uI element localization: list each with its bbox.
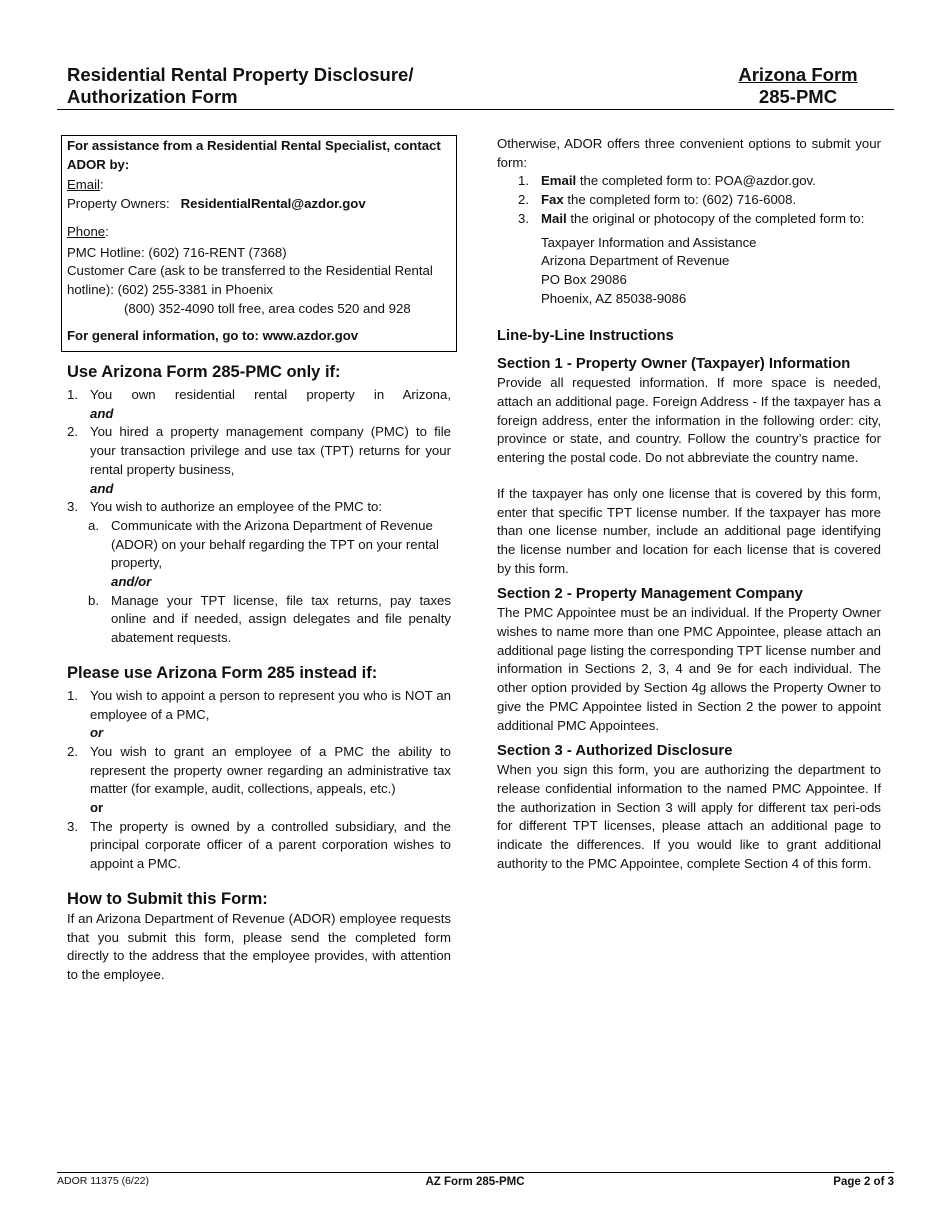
- right-column: Otherwise, ADOR offers three convenient options to submit your form: 1. Email the completed form to: POA@azdor.gov. 2. Fax the completed form to: (602) 716-6008. 3. Mail the original or photocopy of the completed form to: Taxpayer Information and Assistance Arizona Department of Revenue PO Box 29086 Phoenix, AZ 85038-9086 Line-by-Line Instructions Section 1 - Property Owner (Taxpayer) Information Provide all requested information. If more space is needed, attach an additional page. Foreign Address - If the taxpayer has a foreign address, enter the information in the following order: city, province or state, and country. Follow the country’s practice for entering the postal code. Do not abbreviate the country name. If the taxpayer has only one license that is covered by this form, enter that specific TPT license number. If the taxpayer has more than one license number, include an additional page identifying the license number and location for each license that is covered by this form. Section 2 - Property Management Company The PMC Appointee must be an individual. If the Property Owner wishes to name more than one PMC Appointee, please attach an additional page listing the corresponding TPT license number and information in Sections 2, 3, 4 and 9e for each individual. The other option provided by Section 4g allows the Property Owner to give the PMC Appointee listed in Section 2 the power to appoint additional PMC Appointees. Section 3 - Authorized Disclosure When you sign this form, you are authorizing the department to release confidential information to the named PMC Appointee. If the authorization in Section 3 will apply for different tax peri-ods for different TPT licenses, please attach an additional page to indicate the differences. If you would like to grant additional authority to the PMC Appointee, complete Section 4 of this form.: [497, 135, 881, 874]
- conj-and-2: and: [90, 480, 114, 496]
- footer-page-number: Page 2 of 3: [833, 1176, 894, 1188]
- pmc-hotline: PMC Hotline: (602) 716-RENT (7368): [67, 244, 287, 260]
- submit-options-intro: Otherwise, ADOR offers three convenient options to submit your form:: [497, 136, 881, 170]
- email-label: Email: [67, 177, 100, 193]
- instead-item-1: You wish to appoint a person to represent you who is NOT an employee of a PMC,: [90, 687, 451, 722]
- phone-label: Phone: [67, 223, 106, 239]
- instead-item-2: You wish to grant an employee of a PMC the ability to represent the property owner regarding an administrative tax matter (for example, audit, collections, appeals, etc.): [90, 743, 451, 797]
- conj-andor: and/or: [111, 574, 152, 590]
- option-email-text: the completed form to: POA@azdor.gov.: [576, 173, 816, 189]
- section-1-heading: Section 1 - Property Owner (Taxpayer) Information: [497, 356, 851, 373]
- owners-email-link[interactable]: ResidentialRental@azdor.gov: [180, 196, 366, 212]
- general-info: For general information, go to: www.azdor.gov: [67, 328, 359, 344]
- section-3-para: When you sign this form, you are authorizing the department to release confidential information to the named PMC Appointee. If the authorization in Section 3 will apply for different tax peri-ods for different TPT licenses, please attach an additional page to indicate the differences. If you would like to grant additional authority to the PMC Appointee, complete Section 4 of this form.: [497, 762, 881, 871]
- submit-heading: How to Submit this Form:: [67, 889, 268, 908]
- conj-or-2: or: [90, 800, 104, 816]
- section-1-para-2: If the taxpayer has only one license that is covered by this form, enter that specific TPT license number. If the taxpayer has more than one license number, include an additional page identifying the license number and location for each license that is covered by this form.: [497, 485, 881, 576]
- use-item-3a: Communicate with the Arizona Department of Revenue (ADOR) on your behalf regarding the TPT on your rental property,: [111, 517, 439, 571]
- option-fax-label: Fax: [541, 192, 564, 208]
- use-item-3b: Manage your TPT license, file tax returns, pay taxes online and if needed, assign delegates and file penalty abatement requests.: [111, 592, 451, 646]
- section-1-para-1: Provide all requested information. If more space is needed, attach an additional page. Foreign Address - If the taxpayer has a foreign address, enter the information in the following order: city, province or state, and country. Follow the country’s practice for entering the postal code. Do not abbreviate the country name.: [497, 375, 881, 466]
- conj-or-1: or: [90, 725, 104, 741]
- form-title: [67, 64, 547, 108]
- contact-intro: For assistance from a Residential Rental Specialist, contact ADOR by:: [67, 138, 441, 172]
- address-line-3: PO Box 29086: [541, 271, 627, 287]
- instead-if-heading: Please use Arizona Form 285 instead if:: [67, 663, 378, 682]
- footer-divider: [57, 1172, 894, 1173]
- title-line-2: Authorization Form: [67, 86, 238, 107]
- address-line-1: Taxpayer Information and Assistance: [541, 234, 757, 250]
- instead-item-3: The property is owned by a controlled subsidiary, and the principal corporate officer of a parent corporation wishes to appoint a PMC.: [90, 818, 451, 872]
- section-2-para: The PMC Appointee must be an individual. If the Property Owner wishes to name more than one PMC Appointee, please attach an additional page listing the corresponding TPT license number and information in Sections 2, 3, 4 and 9e for each individual. The other option provided by Section 4g allows the Property Owner to give the PMC Appointee listed in Section 2 the power to appoint additional PMC Appointees.: [497, 605, 881, 733]
- form-label: Arizona Form: [738, 64, 858, 85]
- mailing-address: [541, 234, 881, 309]
- section-2-heading: Section 2 - Property Management Company: [497, 586, 803, 603]
- form-number: [720, 64, 876, 108]
- footer-form-id: ADOR 11375 (6/22): [57, 1175, 150, 1187]
- use-item-3: You wish to authorize an employee of the PMC to:: [90, 499, 383, 515]
- option-mail-text: the original or photocopy of the completed form to:: [566, 210, 865, 226]
- toll-free: (800) 352-4090 toll free, area codes 520 and 928: [124, 300, 411, 316]
- section-3-heading: Section 3 - Authorized Disclosure: [497, 743, 733, 760]
- address-line-4: Phoenix, AZ 85038-9086: [541, 290, 687, 306]
- use-only-if-heading: Use Arizona Form 285-PMC only if:: [67, 363, 341, 381]
- conj-and-1: and: [90, 405, 114, 421]
- owners-label: Property Owners:: [67, 196, 170, 212]
- footer-form-name: AZ Form 285-PMC: [425, 1176, 525, 1188]
- option-fax-text: the completed form to: (602) 716-6008.: [563, 192, 797, 208]
- submit-paragraph: If an Arizona Department of Revenue (ADOR) employee requests that you submit this form, please send the completed form directly to the address that the employee provides, with attention to the employee.: [67, 910, 451, 982]
- use-item-2: You hired a property management company (PMC) to file your transaction privilege and use tax (TPT) returns for your rental property business,: [90, 424, 451, 477]
- contact-box: For assistance from a Residential Rental Specialist, contact ADOR by: Email: Property Owners: ResidentialRental@azdor.gov Phone: PMC Hotline: (602) 716-RENT (7368) Customer Care (ask to be transferred to the Residential Rental hotline): (602) 255-3381 in Phoenix (800) 352-4090 toll free, area codes 520 and 928 For general information, go to: www.azdor.gov: [61, 135, 457, 352]
- title-line-1: Residential Rental Property Disclosure/: [67, 64, 414, 85]
- instructions-heading: Line-by-Line Instructions: [497, 328, 674, 345]
- use-item-1: You own residential rental property in Arizona,: [90, 387, 451, 402]
- customer-care: Customer Care (ask to be transferred to the Residential Rental hotline): (602) 255-3381 in Phoenix: [67, 263, 433, 297]
- left-column: Use Arizona Form 285-PMC only if: 1. You own residential rental property in Arizona, and 2. You hired a property management company (PMC) to file your transaction privilege and use tax (TPT) returns for your rental property business, and 3. You wish to authorize an employee of the PMC to: a. Communicate with the Arizona Department of Revenue (ADOR) on your behalf regarding the TPT on your rental property, and/or b. Manage your TPT license, file tax returns, pay taxes online and if needed, assign delegates and file penalty abatement requests. Please use Arizona Form 285 instead if: 1. You wish to appoint a person to represent you who is NOT an employee of a PMC, or 2. You wish to grant an employee of a PMC the ability to represent the property owner regarding an administrative tax matter (for example, audit, collections, appeals, etc.) or 3. The property is owned by a controlled subsidiary, and the principal corporate officer of a parent corporation wishes to appoint a PMC. How to Submit this Form: If an Arizona Department of Revenue (ADOR) employee requests that you submit this form, please send the completed form directly to the address that the employee provides, with attention to the employee.: [67, 361, 451, 985]
- header-divider: [57, 109, 894, 110]
- form-code: 285-PMC: [758, 86, 838, 107]
- option-email-label: Email: [541, 173, 577, 189]
- option-mail-label: Mail: [541, 210, 567, 226]
- address-line-2: Arizona Department of Revenue: [541, 253, 730, 269]
